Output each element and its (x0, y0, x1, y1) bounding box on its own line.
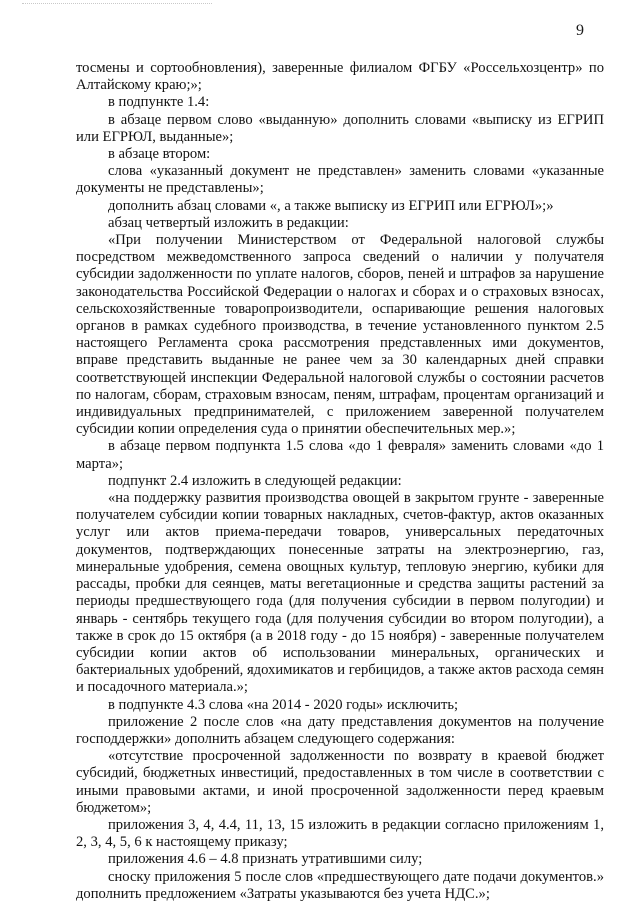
paragraph: сноску приложения 5 после слов «предшествующего дате подачи документов.» дополнить предложением «Затраты указываются без учета НДС.»; (76, 868, 604, 902)
paragraph: приложение 2 после слов «на дату представления документов на получение господдержки» дополнить абзацем следующего содержания: (76, 713, 604, 747)
paragraph: приложения 4.6 – 4.8 признать утратившими силу; (108, 851, 423, 868)
paragraph: подпункт 2.4 изложить в следующей редакции: (108, 472, 402, 489)
document-body (76, 60, 604, 903)
paragraph: в абзаце первом подпункта 1.5 слова «до 1 февраля» заменить словами «до 1 марта»; (76, 438, 604, 472)
paragraph: «отсутствие просроченной задолженности по возврату в краевой бюджет субсидий, бюджетных инвестиций, предоставленных в том числе в соответствии с иными правовыми актами, и иной просроченной задолженности перед краевым бюджетом»; (76, 748, 604, 816)
scan-header-line (22, 3, 212, 6)
paragraph: в абзаце втором: (108, 146, 211, 163)
page-number: 9 (576, 22, 584, 39)
paragraph: абзац четвертый изложить в редакции: (108, 214, 349, 231)
paragraph: в подпункте 1.4: (108, 94, 210, 111)
paragraph: приложения 3, 4, 4.4, 11, 13, 15 изложить в редакции согласно приложениям 1, 2, 3, 4, 5, 6 к настоящему приказу; (76, 816, 604, 851)
paragraph: в абзаце первом слово «выданную» дополнить словами «выписку из ЕГРИП или ЕГРЮЛ, выданные»; (76, 111, 604, 145)
paragraph: «При получении Министерством от Федеральной налоговой службы посредством межведомственного запроса сведений о наличии у получателя субсидии задолженности по уплате налогов, сборов, пеней и штрафов за нарушение законодательства Российской Федерации о налогах и сборах и о страховых взносах, сельскохозяйственные товаропроизводители, оспаривающие решения налоговых органов в рамках судебного производства, в течение установленного пунктом 2.5 настоящего Регламента срока рассмотрения представленных ими документов, вправе представить выданные не ранее чем за 30 календарных дней справки соответствующей инспекции Федеральной налоговой службы о состоянии расчетов по налогам, сборам, страховым взносам, пеням, штрафам, процентам организаций и индивидуальных предпринимателей, с приложением заверенной получателем субсидии копии определения суда о принятии обеспечительных мер.»; (76, 232, 604, 438)
paragraph: «на поддержку развития производства овощей в закрытом грунте - заверенные получателем субсидии копии товарных накладных, счетов-фактур, актов оказанных услуг или актов приема-передачи товаров, универсальных передаточных документов, подтверждающих понесенные затраты на электроэнергию, газ, минеральные удобрения, семена овощных культур, тепловую энергию, кубики для рассады, пробки для сеянцев, маты вегетационные и средства защиты растений за периоды предшествующего года (для получения субсидии в первом полугодии) и январь - сентябрь текущего года (для получения субсидии во втором полугодии), а также в срок до 15 октября (а в 2018 году - до 15 ноября) - заверенные получателем субсидии копии актов об использовании минеральных, органических и бактериальных удобрений, ядохимикатов и гербицидов, а также актов расхода семян и посадочного материала.»; (76, 490, 604, 696)
paragraph: слова «указанный документ не представлен» заменить словами «указанные документы не представлены»; (76, 163, 604, 197)
paragraph: дополнить абзац словами «, а также выписку из ЕГРИП или ЕГРЮЛ»;» (108, 197, 554, 214)
paragraph: в подпункте 4.3 слова «на 2014 - 2020 годы» исключить; (108, 696, 459, 713)
paragraph: тосмены и сортообновления), заверенные филиалом ФГБУ «Россельхозцентр» по Алтайскому краю;»; (76, 60, 604, 94)
